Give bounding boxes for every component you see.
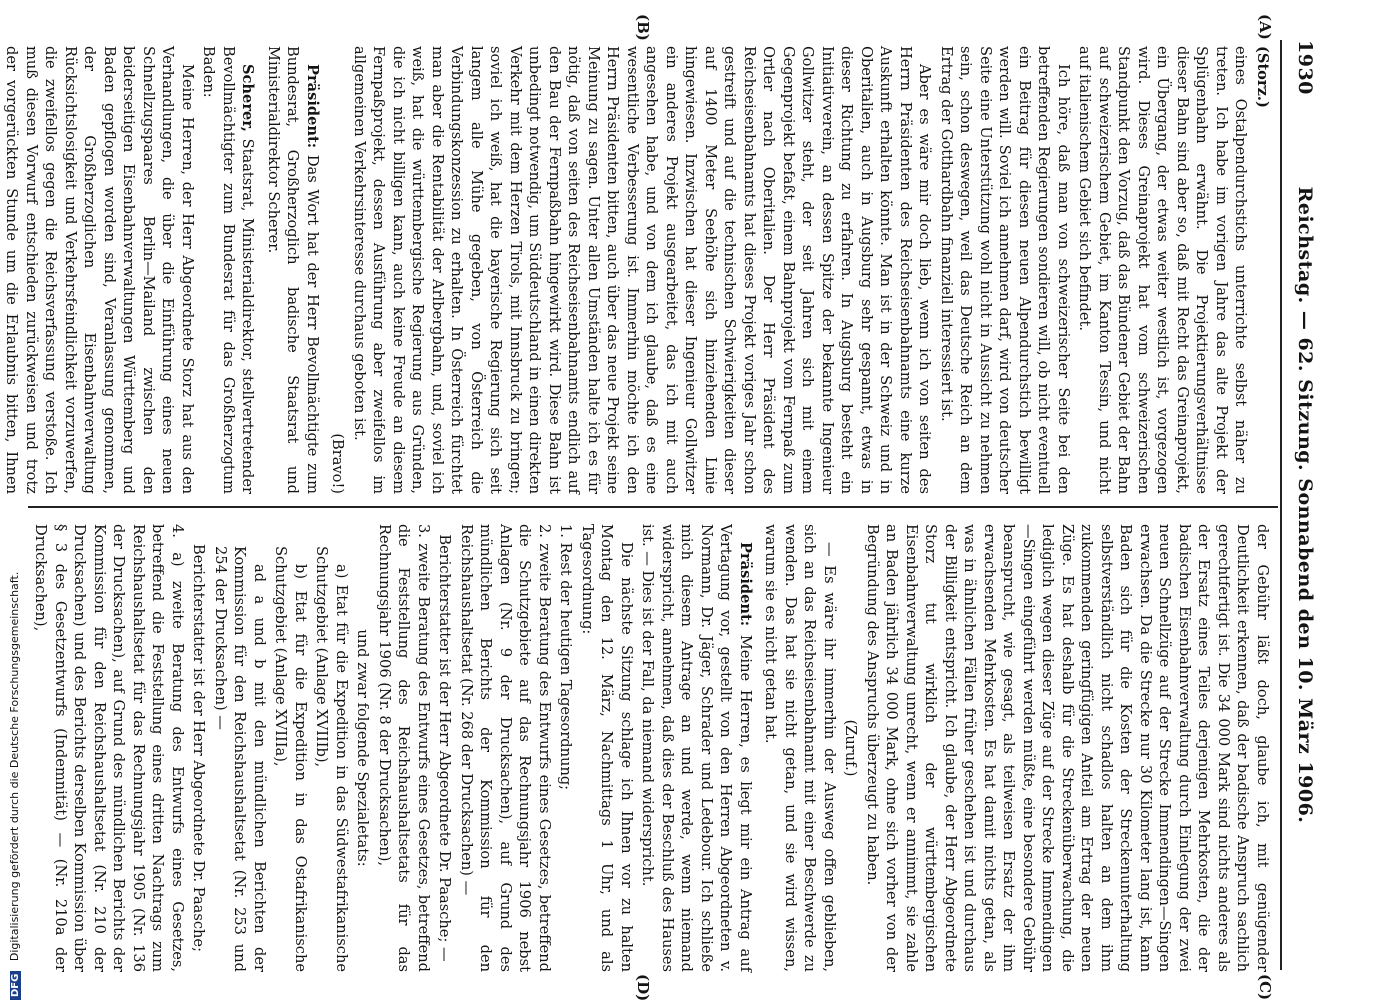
agenda-item bbox=[457, 524, 555, 972]
agenda-text: zweite Beratung des Entwurfs eines Gesetzes, betreffend die Feststellung des Reichshaushaltsetats für das Rechnungsjahr 1906 (Nr. 8 der Drucksachen), bbox=[376, 524, 432, 972]
spez-reference: ad a und b mit den mündlichen Berichten der Kommission für den Reichshaushaltsetat (Nr. 253 und 254 der Drucksachen) — bbox=[212, 546, 268, 972]
president-statement bbox=[638, 524, 755, 972]
agenda-item bbox=[31, 524, 187, 972]
speaker-label: Präsident: bbox=[737, 542, 754, 627]
column-divider bbox=[28, 506, 1278, 508]
margin-mark-b: (B) bbox=[634, 14, 652, 41]
next-session-note: Die nächste Sitzung schlage ich Ihnen vor zu halten Montag den 12. März, Nachmittags 1 Uhr, und als Tagesordnung: bbox=[579, 524, 635, 972]
paragraph: der Gebühr läßt doch, glaube ich, mit genügender Deutlichkeit erkennen, daß der badische Anspruch sachlich gerechtfertigt ist. Die 34 000 Mark sind nichts anderes als der Ersatz eines Teiles derjenigen Mehrkosten, die der badischen Eisenbahnverwaltung durch Einlegung der zwei neuen Schnellzüge auf der Strecke Immendingen—Singen erwachsen. Da die Strecke nur 30 Kilometer lang ist, kann Baden sich für die Kosten der Streckenunterhaltung selbstverständlich nicht schadlos halten an dem ihm zukommenden geringfügigen Anteil am Ertrag der neuen Züge. Es hat deshalb für die Streckenüberwachung, die lediglich wegen dieser Züge auf der Strecke Immendingen—Singen eingeführt werden müßte, eine besondere Gebühr beansprucht, wie gesagt, als teilweisen Ersatz der ihm erwachsenden Mehrkosten. Es hat damit nichts getan, als was in ähnlichen Fällen früher geschehen ist und durchaus der Billigkeit entspricht. Ich glaube, der Herr Abgeordnete Storz tut wirklich der württembergischen Eisenbahnverwaltung unrecht, wenn er annimmt, sie zahle an Baden jährlich 34 000 Mark, ohne sich vorher von der Begründung des Anspruchs überzeugt zu haben. bbox=[864, 524, 1271, 972]
agenda-item bbox=[375, 524, 434, 972]
agenda-number: 1. bbox=[557, 524, 575, 538]
right-column bbox=[29, 524, 1272, 972]
agenda-list bbox=[31, 524, 576, 972]
president-statement bbox=[264, 46, 323, 494]
speaker-tag: (Storz.) bbox=[1254, 46, 1271, 108]
scherer-intro bbox=[199, 46, 258, 494]
rapporteur-note: Berichterstatter ist der Herr Abgeordnete Dr. Paasche; bbox=[190, 544, 208, 952]
paragraph: Aber es wäre mir doch lieb, wenn ich von seiten des Herrn Präsidenten des Reichseisenbahnamts eine kurze Auskunft erhalten könnte. Man ist in der Schweiz und in Oberitalien, auch in Augsburg sehr gespannt, etwas in dieser Richtung zu erfahren. In Augsburg besteht ein Initiativverein, an dessen Spitze der bekannte Ingenieur Gollwitzer steht, der seit Jahren sich mit einem Gegenprojekt befaßt, einem Bahnprojekt vom Fernpaß zum Ortler nach Oberitalien. Der Herr Präsident des Reichseisenbahnamts hat dieses Projekt voriges Jahr schon gestreift und auf die technischen Schwierigkeiten dieser auf 1400 Meter Seehöhe sich hinziehenden Linie hingewiesen. Inzwischen hat dieser Ingenieur Gollwitzer ein anderes Projekt ausgearbeitet, das ich mit auch angesehen habe, und von dem ich glaube, daß es eine wesentliche Verbesserung ist. Immerhin möchte ich den Herrn Präsidenten bitten, auch über das neue Projekt seine Meinung zu sagen. Unter allen Umständen halte ich es für nötig, daß von seiten des Reichseisenbahnamts endlich auf den Bau der Fernpaßbahn hingewirkt wird. Diese Bahn ist unbedingt notwendig, um Süddeutschland in einen direkten Verkehr mit dem Herzen Tirols, mit Innsbruck zu bringen; soviel ich weiß, hat die bayerische Regierung sich seit langem alle Mühe gegeben, von Österreich die Verbindungskonzession zu erhalten. In Österreich fürchtet man aber die Rentabilität der Arlbergbahn, und, soviel ich weiß, hat die württembergische Regierung aus Gründen, die ich nicht billigen kann, auch keine Freude an diesem Fernpaßprojekt, dessen Ausführung aber zweifellos im allgemeinen Verkehrsinteresse durchaus geboten ist. bbox=[351, 46, 934, 494]
spez-intro: und zwar folgende Spezialetats: bbox=[354, 629, 372, 867]
header-rule bbox=[1280, 40, 1282, 970]
spez-item: b) Etat für die Expedition in das Ostafrikanische Schutzgebiet (Anlage XVIIIa), bbox=[272, 546, 309, 972]
margin-mark-a: (A) bbox=[1256, 14, 1274, 40]
page-header bbox=[1290, 40, 1316, 970]
agenda-item bbox=[556, 524, 576, 972]
digitization-credit bbox=[8, 572, 21, 1000]
paragraph: Ich höre, daß man von schweizerischer Seite bei den betreffenden Regierungen sondieren will, ob nicht eventuell ein Beitrag für diesen neuen Alpendurchstich bewilligt werden will. Soviel ich annehmen darf, wird von deutscher Seite eine Unterstützung wohl nicht in Aussicht zu nehmen sein, schon deswegen, weil das Deutsche Reich an dem Ertrag der Gotthardbahn finanziell interessiert ist. bbox=[938, 46, 1072, 494]
paragraph: Meine Herren, der Herr Abgeordnete Storz hat aus den Verhandlungen, die über die Einführung eines neuen Schnellzugspaares Berlin—Mailand zwischen den beiderseitigen Eisenbahnverwaltungen Württemberg und Baden gepflogen worden sind, Veranlassung genommen, der Großherzoglichen Eisenbahnverwaltung Rücksichtslosigkeit und Verkehrsfeindlichkeit vorzuwerfen, die zweifellos gegen die Reichsverfassung verstoße. Ich muß diesen Vorwurf entschieden zurückweisen und trotz der vorgerückten Stunde um die Erlaubnis bitten, Ihnen bbox=[3, 46, 196, 494]
margin-mark-d: (D) bbox=[634, 974, 652, 1001]
applause-note: (Bravo!) bbox=[329, 433, 347, 494]
agenda-text: zweite Beratung des Entwurfs eines Gesetzes, betreffend die Schutzgebiete auf das Rechnungsjahr 1906 nebst Anlagen (Nr. 9 der Drucksachen), auf Grund des mündlichen Berichts der Kommission für den Reichshaushaltsetat (Nr. 268 der Drucksachen) — bbox=[458, 524, 553, 972]
speaker-label: Scherer, bbox=[239, 64, 257, 133]
left-column bbox=[0, 46, 1272, 494]
dfg-logo: DFG bbox=[10, 971, 21, 1000]
margin-mark-c: (C) bbox=[1256, 974, 1274, 1001]
speaker-label: Präsident: bbox=[304, 64, 321, 149]
credit-text: Digitalisierung gefördert durch die Deutsche Forschungsgemeinschaft. bbox=[8, 571, 21, 962]
agenda-number: 3. bbox=[415, 524, 432, 538]
interjection-note: (Zuruf.) bbox=[842, 719, 860, 777]
paragraph: eines Ostalpendurchstichs unterrichte selbst näher zu treten. Ich habe im vorigen Jahre das alte Projekt der Splügenbahn erwähnt. Die Projektierungsverhältnisse dieser Bahn sind aber so, daß mit Recht das Greinaprojekt, ein Übergang, der etwas weiter westlich ist, vorgezogen wird. Dieses Greinaprojekt hat vom schweizerischen Standpunkt den Vorzug, daß das Bündener Gebiet der Bahn auf schweizerischem Gebiet, im Kanton Tessin, und nicht auf italienischem Gebiet sich befindet. bbox=[1076, 46, 1250, 494]
statement-text: Meine Herren, es liegt mir ein Antrag auf Vertagung vor, gestellt von den Herren Abgeordneten v. Normann, Dr. Jäger, Schrader und Ledebour. Ich schließe mich diesem Antrage an und werde, wenn niemand widerspricht, annehmen, daß dies der Beschluß des Hauses ist. — Dies ist der Fall, da niemand widerspricht. bbox=[639, 524, 754, 973]
paragraph: — Es wäre ihr immerhin der Ausweg offen geblieben, sich an das Reichseisenbahnamt mit einer Beschwerde zu wenden. Das hat sie nicht getan, und sie wird wissen, warum sie es nicht getan hat. bbox=[762, 524, 838, 972]
spez-item: a) Etat für die Expedition in das Südwestafrikanische Schutzgebiet (Anlage XVIIIb), bbox=[313, 546, 350, 972]
agenda-number: 4. a) bbox=[169, 524, 186, 567]
header-title: Reichstag. — 62. Sitzung. Sonnabend den 10. März 1906. bbox=[1294, 186, 1316, 824]
statement-text: Das Wort hat der Herr Bevollmächtigte zum Bundesrat, Großherzoglich badische Staatsrat und Ministerialdirektor Scherer. bbox=[265, 46, 321, 495]
agenda-text: Rest der heutigen Tagesordnung; bbox=[557, 542, 575, 791]
speaker-title: Staatsrat, Ministerialdirektor, stellvertretender Bevollmächtigter zum Bundesrat für das Großherzogtum Baden: bbox=[200, 46, 257, 494]
agenda-text: zweite Beratung des Entwurfs eines Gesetzes, betreffend die Feststellung eines dritten Nachtrags zum Reichshaushaltsetat für das Rechnungsjahr 1905 (Nr. 136 der Drucksachen), auf Grund des mündlichen Berichts der Kommission für den Reichshaushaltsetat (Nr. 210 der Drucksachen) und des Berichts derselben Kommission über § 3 des Gesetzentwurfs (Indemnität) — (Nr. 210a der Drucksachen), bbox=[32, 524, 186, 972]
agenda-number: 2. bbox=[536, 524, 553, 538]
rapporteur-note: Berichterstatter ist der Herr Abgeordnete Dr. Paasche; — bbox=[436, 534, 454, 962]
page-number: 1930 bbox=[1294, 40, 1316, 95]
